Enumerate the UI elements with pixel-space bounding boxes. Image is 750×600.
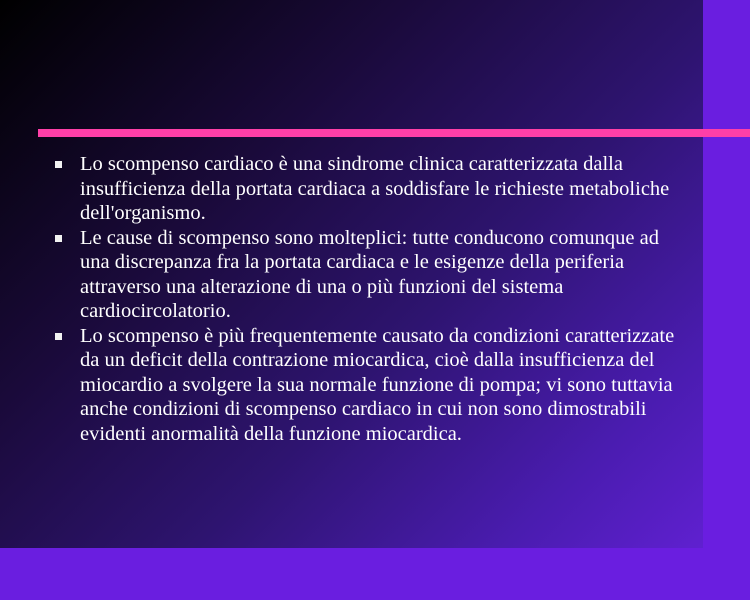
right-accent-bar <box>703 0 750 600</box>
square-bullet-icon <box>55 161 62 168</box>
bullet-item <box>50 324 690 447</box>
bullet-list <box>50 152 690 446</box>
bullet-text: Lo scompenso cardiaco è una sindrome clinica caratterizzata dalla insufficienza della portata cardiaca a soddisfare le richieste metaboliche dell'organismo. <box>80 153 670 224</box>
bullet-text: Le cause di scompenso sono molteplici: tutte conducono comunque ad una discrepanza fra la portata cardiaca e le esigenze della periferia attraverso una alterazione di una o più funzioni del sistema cardiocircolatorio. <box>80 226 659 322</box>
title-divider-rule <box>38 129 750 137</box>
bottom-accent-bar <box>0 548 750 600</box>
square-bullet-icon <box>55 235 62 242</box>
square-bullet-icon <box>55 333 62 340</box>
bullet-text: Lo scompenso è più frequentemente causato da condizioni caratterizzate da un deficit della contrazione miocardica, cioè dalla insufficienza del miocardio a svolgere la sua normale funzione di pompa; vi sono tuttavia anche condizioni di scompenso cardiaco in cui non sono dimostrabili evidenti anormalità della funzione miocardica. <box>80 324 675 445</box>
bullet-item <box>50 226 690 324</box>
bullet-item <box>50 152 690 226</box>
